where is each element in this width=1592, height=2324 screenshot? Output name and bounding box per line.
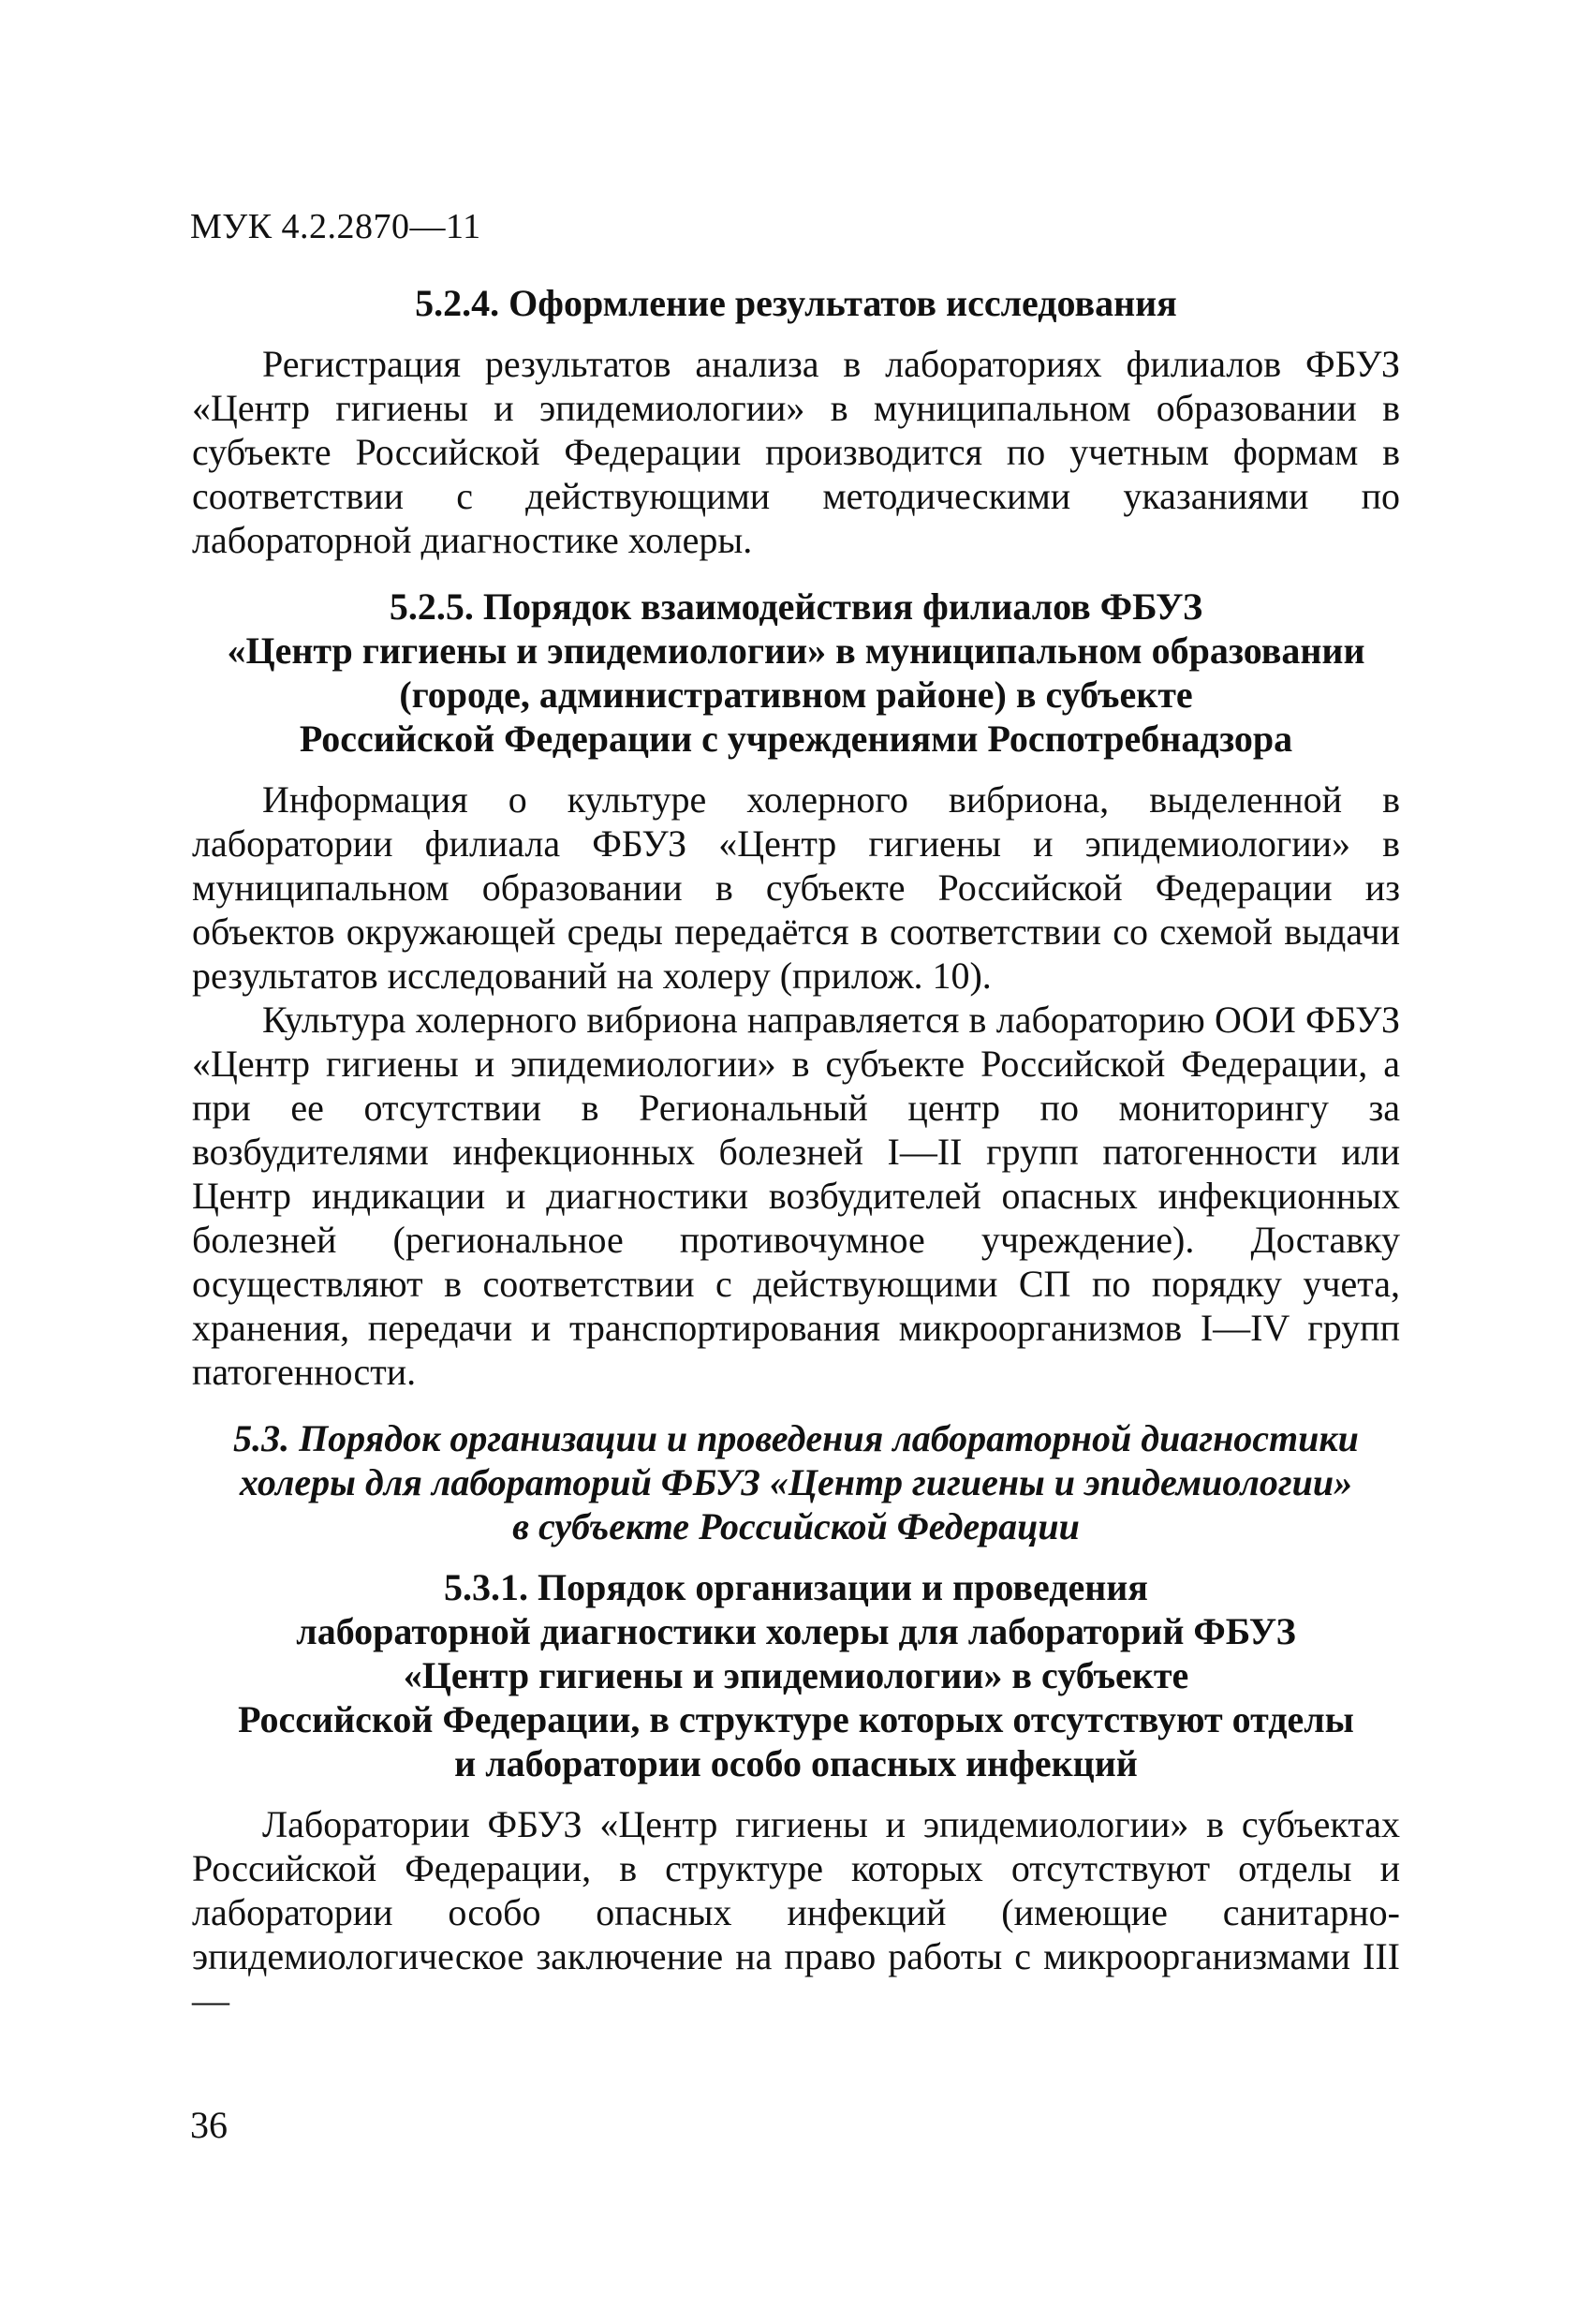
section-paragraph-5-2-4: Регистрация результатов анализа в лабораториях филиалов ФБУЗ «Центр гигиены и эпидемиологии» в муниципальном образовании в субъекте Российской Федерации производится по учетным формам в соответствии с действующими методическими указаниями по лабораторной диагностике холеры. bbox=[192, 343, 1400, 561]
section-paragraph-5-3-1: Лаборатории ФБУЗ «Центр гигиены и эпидемиологии» в субъектах Российской Федерации, в структуре которых отсутствуют отделы и лаборатории особо опасных инфекций (имеющие санитарно-эпидемиологическое заключение на право работы с микроорганизмами III— bbox=[192, 1803, 1400, 2021]
heading-line: Российской Федерации, в структуре которых отсутствуют отделы bbox=[238, 1698, 1354, 1740]
heading-line: (городе, административном районе) в субъекте bbox=[399, 674, 1193, 716]
heading-line: и лаборатории особо опасных инфекций bbox=[454, 1742, 1138, 1784]
heading-line: холеры для лабораторий ФБУЗ «Центр гигиены и эпидемиологии» bbox=[239, 1461, 1353, 1503]
document-code: МУК 4.2.2870—11 bbox=[190, 207, 481, 246]
heading-line: «Центр гигиены и эпидемиологии» в субъекте bbox=[403, 1654, 1189, 1696]
page-number: 36 bbox=[190, 2104, 228, 2146]
heading-line: в субъекте Российской Федерации bbox=[512, 1505, 1080, 1547]
heading-line: Российской Федерации с учреждениями Роспотребнадзора bbox=[299, 718, 1293, 760]
section-heading-5-2-4: 5.2.4. Оформление результатов исследования bbox=[415, 282, 1177, 324]
heading-line: 5.2.5. Порядок взаимодействия филиалов ФБУЗ bbox=[389, 585, 1203, 628]
page-content bbox=[192, 281, 1400, 2022]
section-heading-5-2-5 bbox=[192, 585, 1400, 761]
section-paragraph-5-2-5-2: Культура холерного вибриона направляется в лабораторию ООИ ФБУЗ «Центр гигиены и эпидемиологии» в субъекте Российской Федерации, а при ее отсутствии в Региональный центр по мониторингу за возбудителями инфекционных болезней I—II групп патогенности или Центр индикации и диагностики возбудителей опасных инфекционных болезней (региональное противочумное учреждение). Доставку осуществляют в соответствии с действующими СП по порядку учета, хранения, передачи и транспортирования микроорганизмов I—IV групп патогенности. bbox=[192, 999, 1400, 1393]
heading-line: 5.3. Порядок организации и проведения лабораторной диагностики bbox=[233, 1417, 1359, 1459]
heading-line: «Центр гигиены и эпидемиологии» в муниципальном образовании bbox=[227, 629, 1365, 672]
heading-line: 5.3.1. Порядок организации и проведения bbox=[444, 1566, 1148, 1608]
section-heading-5-3 bbox=[192, 1416, 1400, 1548]
section-paragraph-5-2-5-1: Информация о культуре холерного вибриона, выделенной в лаборатории филиала ФБУЗ «Центр гигиены и эпидемиологии» в муниципальном образовании в субъекте Российской Федерации из объектов окружающей среды передаётся в соответствии со схемой выдачи результатов исследований на холеру (прилож. 10). bbox=[192, 778, 1400, 997]
section-heading-5-3-1 bbox=[192, 1565, 1400, 1785]
heading-line: лабораторной диагностики холеры для лабораторий ФБУЗ bbox=[296, 1610, 1296, 1652]
